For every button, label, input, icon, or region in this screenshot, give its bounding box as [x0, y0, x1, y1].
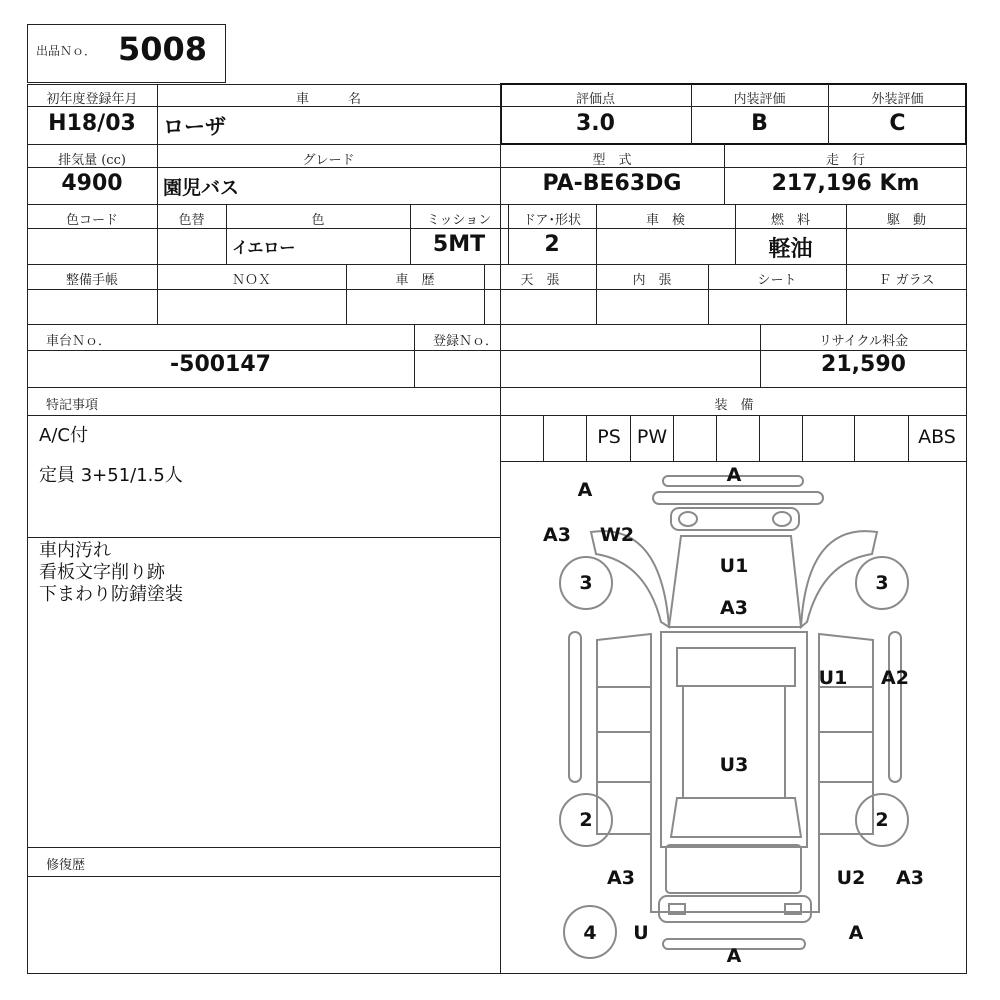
- dmg-left-w2: W2: [599, 524, 635, 546]
- mileage-label: 走 行: [825, 153, 865, 168]
- chassis-label: 車台Ｎｏ．: [46, 334, 112, 349]
- color-value: イエロー: [232, 238, 296, 257]
- exterior-label: 外装評価: [871, 92, 924, 107]
- maintenance-label: 整備手帳: [65, 273, 118, 288]
- fuel-label: 燃 料: [770, 213, 810, 228]
- grade-value: 園児バス: [163, 177, 240, 199]
- dmg-roof-u3: U3: [719, 754, 749, 776]
- dmg-right-u1: U1: [818, 667, 848, 689]
- dmg-left-a3: A3: [543, 524, 571, 546]
- inspection-label: 車 検: [645, 213, 685, 228]
- tire-front-left: 3: [579, 572, 593, 594]
- color-code-label: 色コード: [65, 213, 118, 228]
- dmg-front-top: A: [726, 464, 742, 486]
- dmg-hood-u1: U1: [719, 555, 749, 577]
- tire-spare: 4: [583, 922, 597, 944]
- history-label: 車 歴: [395, 273, 435, 288]
- grade-label: グレード: [302, 153, 355, 168]
- mission-label: ミッション: [426, 213, 492, 228]
- displacement-value: 4900: [61, 171, 123, 196]
- regno-label: 登録Ｎｏ．: [433, 334, 499, 349]
- remark-3: 下まわり防錆塗装: [39, 584, 183, 605]
- score-value: 3.0: [576, 111, 615, 136]
- glass-label: Ｆ ガラス: [878, 273, 935, 288]
- mission-value: 5MT: [432, 232, 486, 257]
- remark-2: 看板文字削り跡: [39, 562, 165, 583]
- mileage-value: 217,196 Km: [771, 171, 920, 196]
- car-name-value: ローザ: [163, 115, 226, 139]
- displacement-label: 排気量 (cc): [58, 153, 126, 168]
- inner-trim-label: 内 張: [632, 273, 672, 288]
- equip-pw: PW: [636, 426, 668, 448]
- reg-date-value: H18/03: [48, 111, 136, 136]
- dmg-front-left: A: [577, 479, 593, 501]
- dmg-rear-right-a3: A3: [896, 867, 924, 889]
- notes-line-1: A/C付: [39, 425, 88, 446]
- sunroof-label: 天 張: [520, 273, 560, 288]
- interior-label: 内装評価: [733, 92, 786, 107]
- notes-label: 特記事項: [46, 398, 99, 413]
- dmg-right-a2: A2: [881, 667, 909, 689]
- model-label: 型 式: [592, 153, 632, 168]
- car-name-label: 車 名: [295, 92, 361, 107]
- tire-rear-left: 2: [579, 809, 593, 831]
- chassis-value: -500147: [170, 352, 271, 377]
- lot-number: 5008: [118, 30, 208, 68]
- door-label: ドア･形状: [522, 213, 582, 228]
- score-label: 評価点: [575, 92, 615, 107]
- tire-front-right: 3: [875, 572, 889, 594]
- seat-label: シート: [757, 273, 797, 288]
- equip-ps: PS: [597, 426, 621, 448]
- dmg-rear-u: U: [633, 922, 649, 944]
- dmg-rear-bottom: A: [726, 945, 742, 967]
- tire-rear-right: 2: [875, 809, 889, 831]
- model-value: PA-BE63DG: [542, 171, 682, 196]
- remark-1: 車内汚れ: [39, 540, 111, 561]
- drive-label: 駆 動: [886, 213, 926, 228]
- exterior-value: C: [889, 111, 906, 136]
- dmg-rear-left-a3: A3: [607, 867, 635, 889]
- fuel-value: 軽油: [768, 237, 813, 262]
- dmg-hood-a3: A3: [720, 597, 748, 619]
- color-label: 色: [311, 213, 325, 228]
- reg-date-label: 初年度登録年月: [46, 92, 138, 107]
- notes-line-2: 定員 3+51/1.5人: [39, 465, 183, 486]
- interior-value: B: [751, 111, 768, 136]
- dmg-rear-a-right: A: [848, 922, 864, 944]
- dmg-rear-right-u2: U2: [836, 867, 866, 889]
- repair-label: 修復歴: [46, 858, 86, 873]
- nox-label: ＮＯＸ: [231, 273, 271, 288]
- repaint-label: 色替: [178, 213, 205, 228]
- door-value: 2: [544, 232, 560, 257]
- equip-abs: ABS: [918, 426, 956, 448]
- lot-label: 出品Ｎｏ．: [36, 44, 97, 58]
- recycle-value: 21,590: [821, 352, 906, 377]
- equipment-label: 装 備: [714, 398, 754, 413]
- recycle-label: リサイクル料金: [818, 334, 909, 349]
